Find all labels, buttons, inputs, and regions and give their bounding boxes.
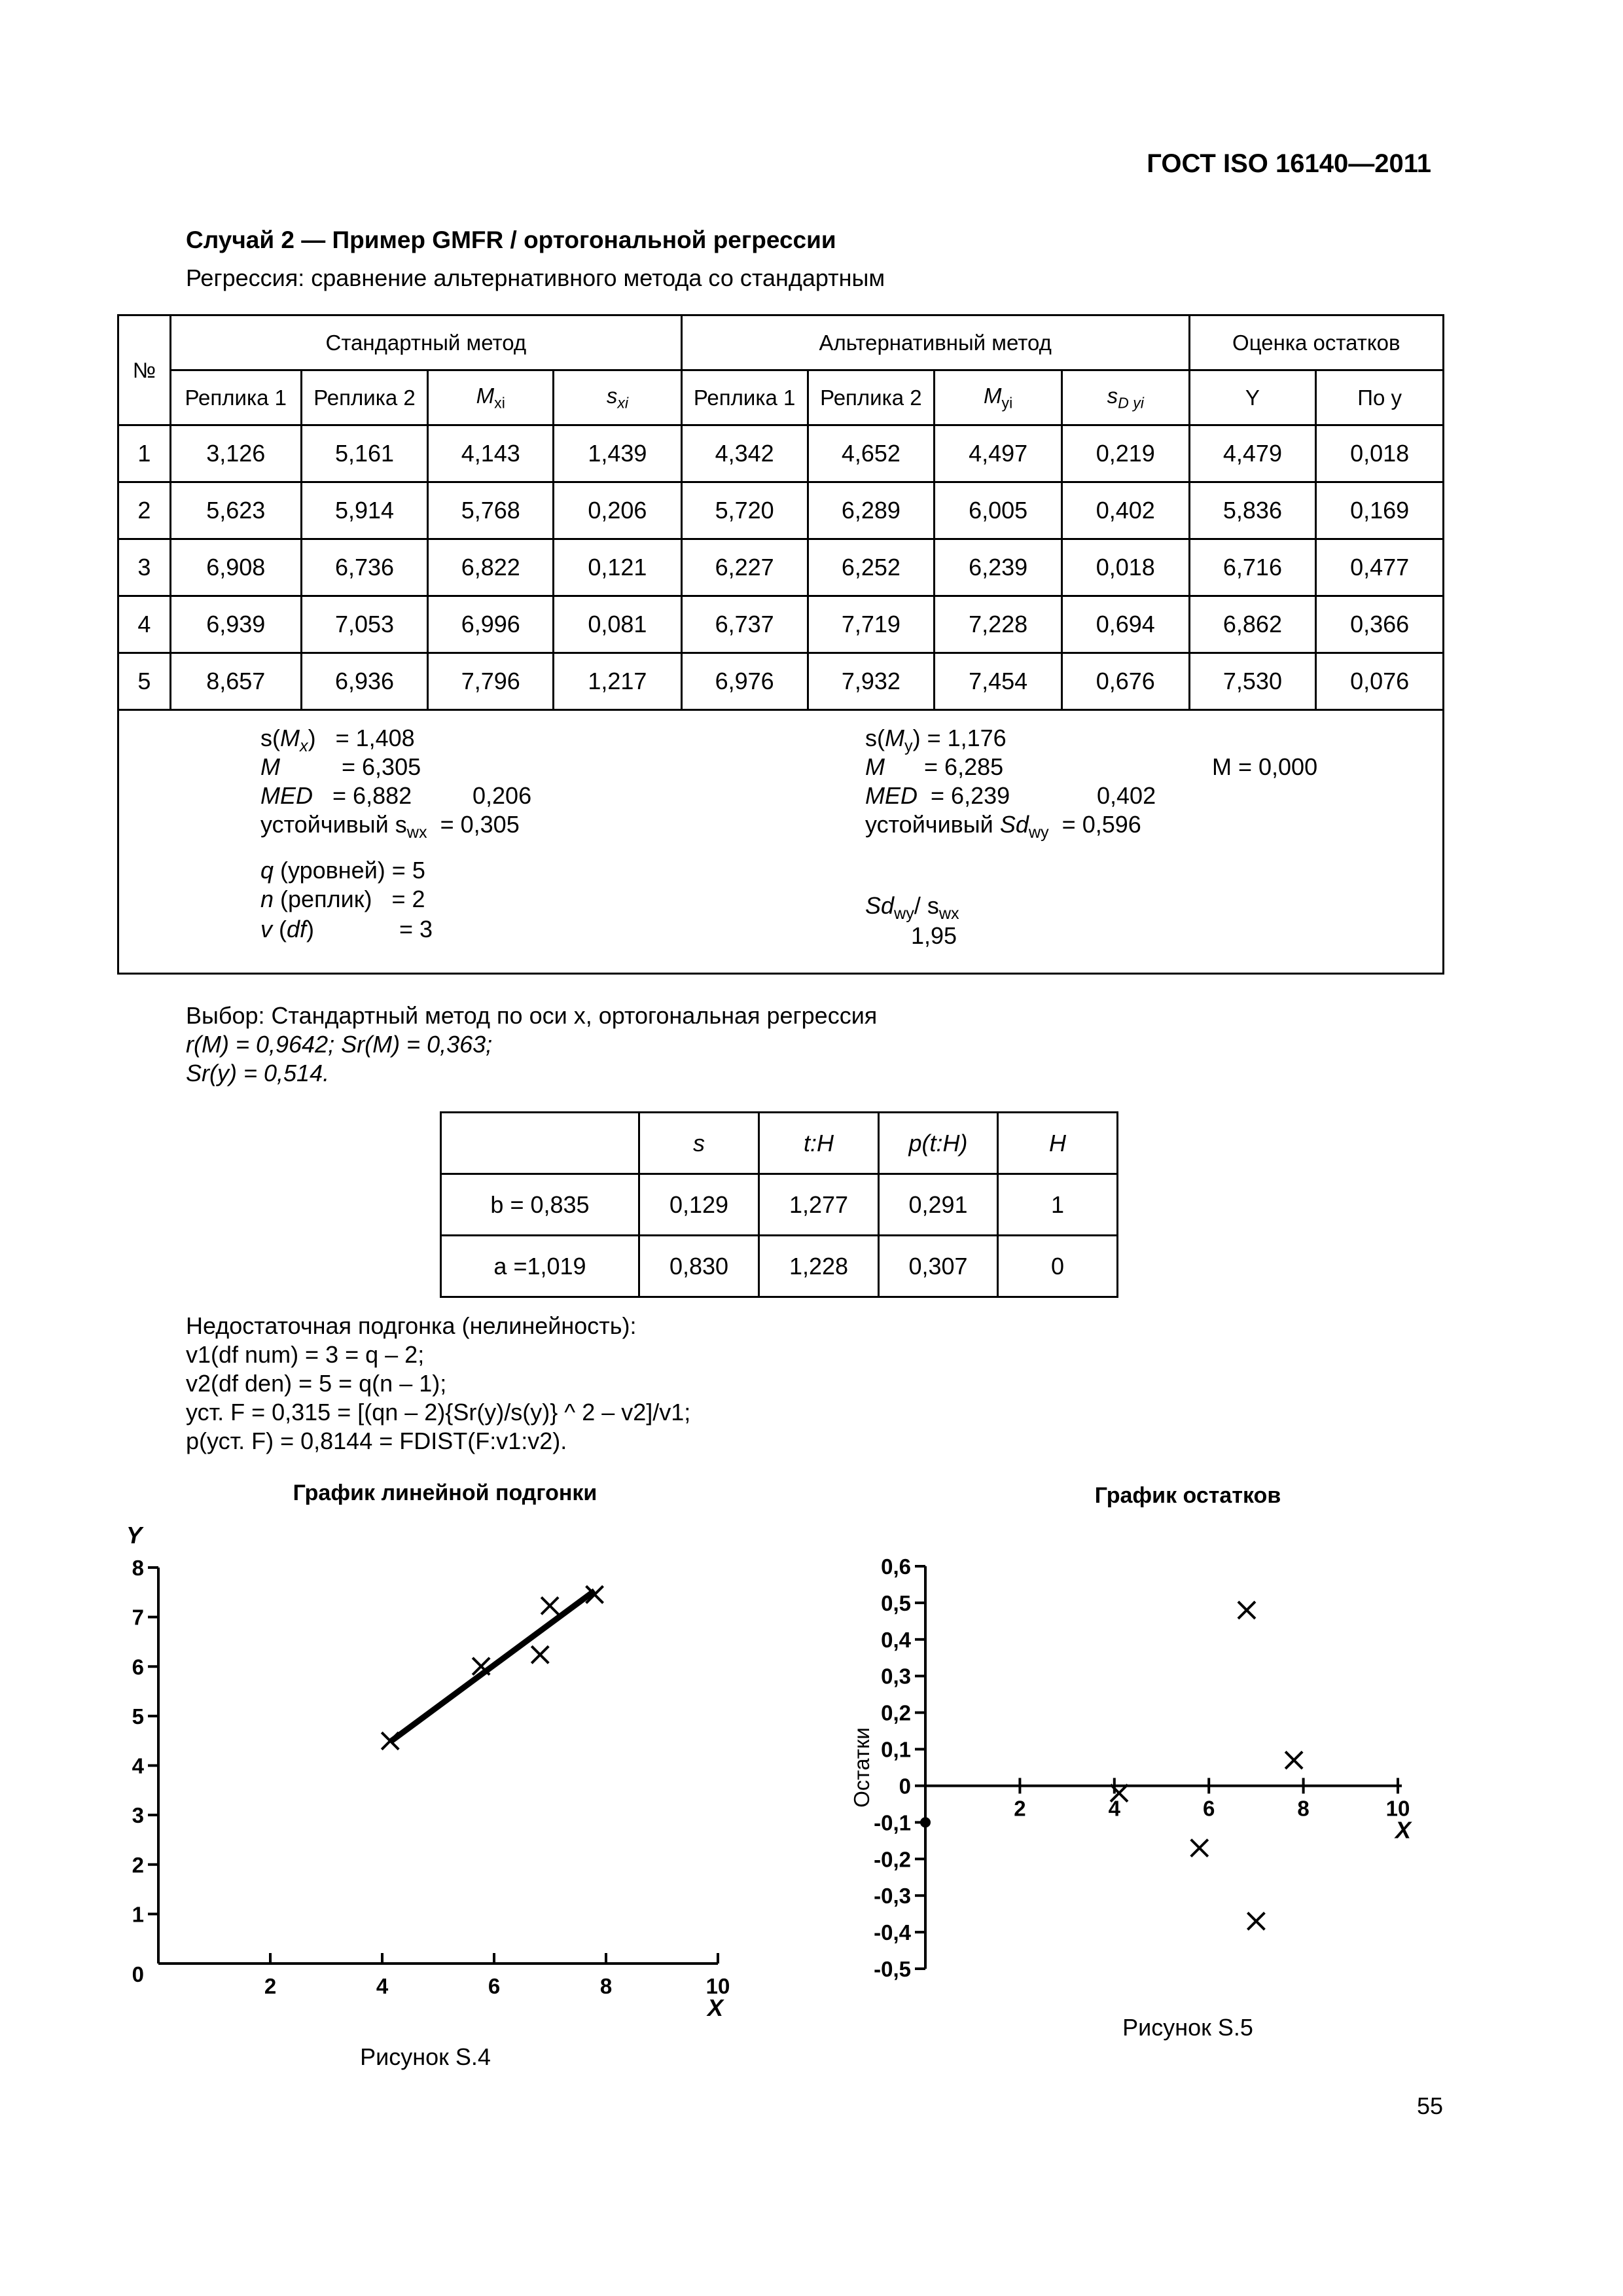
y-axis-label: Остатки — [849, 1727, 874, 1808]
data-point — [531, 1646, 548, 1663]
table-cell: 0,366 — [1316, 596, 1444, 653]
table-cell: 5,768 — [428, 482, 554, 539]
data-point — [541, 1597, 558, 1614]
table-cell: 6,939 — [170, 596, 301, 653]
summary-n: n (реплик) = 2 — [260, 886, 425, 912]
table-cell: 7,932 — [808, 653, 935, 710]
reg-table-row — [441, 1174, 1118, 1236]
lof-line-1: Недостаточная подгонка (нелинейность): — [186, 1312, 637, 1339]
reg-table-cell: 1 — [998, 1174, 1118, 1236]
y-tick-label: 0,4 — [881, 1627, 911, 1652]
summary-robust-y: устойчивый $Sd_{wy} = 0,596$ — [865, 811, 1141, 842]
reg-table-cell: 1,277 — [759, 1174, 879, 1236]
selection-line-3: Sr(y) = 0,514. — [186, 1060, 330, 1086]
summary-v: v (df) = 3 — [260, 916, 433, 942]
table-cell: 1,439 — [554, 425, 682, 482]
reg-header-H: H — [998, 1113, 1118, 1174]
table-cell: 0,219 — [1061, 425, 1189, 482]
summary-ratio-label: $Sd_{wy}/$ $s_{wx}$ — [865, 892, 959, 924]
selection-text — [186, 1001, 877, 1088]
table-cell: 0,121 — [554, 539, 682, 596]
summary-ratio-value: 1,95 — [911, 922, 957, 949]
fit-line — [390, 1591, 594, 1742]
linear-fit-chart — [0, 1460, 785, 2075]
header-sx: $s_{xi}$ — [554, 370, 682, 425]
table-cell: 7,530 — [1189, 653, 1316, 710]
table-row — [118, 482, 1444, 539]
header-po-y: По y — [1316, 370, 1444, 425]
lack-of-fit-text — [186, 1312, 690, 1456]
x-axis-label: X — [1395, 1816, 1412, 1844]
y-tick-label: 0,3 — [881, 1664, 911, 1689]
table-cell: 5,623 — [170, 482, 301, 539]
table-cell: 6,976 — [681, 653, 808, 710]
lof-line-2: v1(df num) = 3 = q – 2; — [186, 1341, 425, 1368]
table-cell: 6,005 — [935, 482, 1062, 539]
y-tick-label: -0,1 — [874, 1810, 911, 1835]
y-tick-label: -0,2 — [874, 1847, 911, 1872]
table-cell: 4,652 — [808, 425, 935, 482]
table-cell: 0,081 — [554, 596, 682, 653]
header-alternative-method: Альтернативный метод — [681, 315, 1189, 370]
table-cell: 6,289 — [808, 482, 935, 539]
residuals-chart — [812, 1460, 1518, 2075]
y-axis-label: Y — [126, 1522, 143, 1549]
table-cell: 4,143 — [428, 425, 554, 482]
selection-line-1: Выбор: Стандартный метод по оси x, ортогональная регрессия — [186, 1002, 878, 1029]
lof-line-4: уст. F = 0,315 = [(qn – 2){Sr(y)/s(y)} ^ 2 – v2]/v1; — [186, 1399, 691, 1426]
table-cell: 6,737 — [681, 596, 808, 653]
figure-caption: Рисунок S.4 — [360, 2043, 491, 2070]
data-point — [1247, 1912, 1264, 1929]
table-row — [118, 653, 1444, 710]
x-tick-label: 2 — [1014, 1796, 1026, 1821]
table-cell: 6,822 — [428, 539, 554, 596]
header-y: Y — [1189, 370, 1316, 425]
table-row — [118, 596, 1444, 653]
chart-title: График остатков — [1094, 1483, 1281, 1508]
table-cell: 6,252 — [808, 539, 935, 596]
table-cell: 7,454 — [935, 653, 1062, 710]
header-std-rep1: Реплика 1 — [170, 370, 301, 425]
table-cell: 2 — [118, 482, 171, 539]
origin-marker — [920, 1817, 931, 1827]
table-cell: 3,126 — [170, 425, 301, 482]
x-tick-label: 6 — [1203, 1796, 1215, 1821]
x-tick-label: 8 — [599, 1974, 613, 1998]
y-tick-label: -0,3 — [874, 1884, 911, 1909]
table-cell: 7,053 — [301, 596, 428, 653]
main-data-table — [117, 314, 1444, 975]
summary-medy: MED = 6,239 — [865, 782, 1010, 809]
table-cell: 5,836 — [1189, 482, 1316, 539]
y-tick-label: 0,6 — [881, 1554, 911, 1579]
table-cell: 5 — [118, 653, 171, 710]
y-tick-label: -0,4 — [874, 1920, 911, 1945]
y-tick-label: 6 — [132, 1655, 144, 1679]
table-cell: 1,217 — [554, 653, 682, 710]
y-tick-label: 0,2 — [881, 1700, 911, 1725]
table-cell: 6,227 — [681, 539, 808, 596]
table-cell: 6,936 — [301, 653, 428, 710]
reg-table-cell: 0 — [998, 1236, 1118, 1297]
reg-table-cell: 0,307 — [879, 1236, 998, 1297]
table-cell: 0,018 — [1061, 539, 1189, 596]
table-cell: 7,796 — [428, 653, 554, 710]
lof-line-5: p(уст. F) = 0,8144 = FDIST(F:v1:v2). — [186, 1427, 567, 1454]
y-tick-label: 8 — [132, 1556, 144, 1580]
header-standard-method: Стандартный метод — [170, 315, 681, 370]
reg-table-cell: a =1,019 — [441, 1236, 639, 1297]
chart-title: График линейной подгонки — [293, 1480, 597, 1505]
reg-table-cell: 1,228 — [759, 1236, 879, 1297]
table-cell: 4,479 — [1189, 425, 1316, 482]
summary-mx: M = 6,305 — [260, 753, 421, 780]
table-cell: 0,169 — [1316, 482, 1444, 539]
y-tick-label: 0,5 — [881, 1590, 911, 1615]
reg-header-ptH: p(t:H) — [879, 1113, 998, 1174]
table-cell: 5,161 — [301, 425, 428, 482]
table-cell: 6,239 — [935, 539, 1062, 596]
table-cell: 0,402 — [1061, 482, 1189, 539]
header-alt-rep2: Реплика 2 — [808, 370, 935, 425]
y-tick-label: 3 — [132, 1803, 144, 1828]
header-residuals: Оценка остатков — [1189, 315, 1443, 370]
x-tick-label: 4 — [376, 1974, 389, 1998]
summary-smx: $s(M_x) = 1,408$ — [260, 725, 415, 756]
reg-table-row — [441, 1236, 1118, 1297]
y-tick-label: 4 — [132, 1753, 144, 1778]
table-cell: 5,914 — [301, 482, 428, 539]
table-cell: 0,076 — [1316, 653, 1444, 710]
summary-m-resid: M = 0,000 — [1212, 753, 1318, 780]
table-row — [118, 539, 1444, 596]
lof-line-3: v2(df den) = 5 = q(n – 1); — [186, 1370, 447, 1397]
summary-medx: MED = 6,882 — [260, 782, 412, 809]
table-cell: 7,228 — [935, 596, 1062, 653]
regression-table — [440, 1111, 1118, 1298]
header-sdy: $s_{D yi}$ — [1061, 370, 1189, 425]
table-cell: 1 — [118, 425, 171, 482]
x-tick-label: 10 — [705, 1974, 730, 1998]
header-std-rep2: Реплика 2 — [301, 370, 428, 425]
header-no: № — [118, 315, 171, 425]
x-tick-label: 6 — [488, 1974, 501, 1998]
summary-medy-extra: 0,402 — [1097, 782, 1156, 809]
table-cell: 3 — [118, 539, 171, 596]
header-mx: $M_{xi}$ — [428, 370, 554, 425]
table-cell: 6,736 — [301, 539, 428, 596]
table-cell: 6,996 — [428, 596, 554, 653]
y-tick-label: 0 — [132, 1962, 144, 1986]
table-cell: 5,720 — [681, 482, 808, 539]
y-tick-label: 0,1 — [881, 1737, 911, 1762]
table-cell: 4,342 — [681, 425, 808, 482]
summary-cell — [118, 710, 1444, 974]
table-cell: 0,694 — [1061, 596, 1189, 653]
summary-my: M = 6,285 — [865, 753, 1004, 780]
summary-q: q (уровней) = 5 — [260, 857, 425, 884]
table-cell: 6,716 — [1189, 539, 1316, 596]
table-cell: 4,497 — [935, 425, 1062, 482]
y-tick-label: 5 — [132, 1704, 144, 1729]
reg-table-cell: 0,291 — [879, 1174, 998, 1236]
header-my: $M_{yi}$ — [935, 370, 1062, 425]
reg-header-empty — [441, 1113, 639, 1174]
header-alt-rep1: Реплика 1 — [681, 370, 808, 425]
x-tick-label: 10 — [1385, 1796, 1410, 1821]
table-cell: 8,657 — [170, 653, 301, 710]
document-number: ГОСТ ISO 16140—2011 — [1147, 149, 1431, 178]
reg-table-cell: 0,129 — [639, 1174, 759, 1236]
table-cell: 0,477 — [1316, 539, 1444, 596]
table-cell: 6,862 — [1189, 596, 1316, 653]
summary-smy: $s(M_y) = 1,176$ — [865, 725, 1007, 756]
y-tick-label: -0,5 — [874, 1957, 911, 1981]
page-number: 55 — [1416, 2092, 1443, 2119]
table-cell: 4 — [118, 596, 171, 653]
x-tick-label: 4 — [1108, 1796, 1120, 1821]
summary-robust-x: устойчивый $s_{wx} = 0,305$ — [260, 811, 520, 842]
reg-table-cell: b = 0,835 — [441, 1174, 639, 1236]
data-point — [1285, 1751, 1302, 1768]
y-tick-label: 7 — [132, 1605, 144, 1630]
y-tick-label: 2 — [132, 1852, 144, 1877]
table-cell: 0,018 — [1316, 425, 1444, 482]
x-tick-label: 8 — [1297, 1796, 1310, 1821]
case-title: Случай 2 — Пример GMFR / ортогональной регрессии — [186, 226, 836, 253]
reg-header-s: s — [639, 1113, 759, 1174]
x-axis-label: X — [707, 1994, 724, 2021]
reg-header-tH: t:H — [759, 1113, 879, 1174]
x-tick-label: 2 — [264, 1974, 277, 1998]
y-tick-label: 1 — [132, 1902, 144, 1927]
selection-line-2: r(M) = 0,9642; Sr(M) = 0,363; — [186, 1031, 493, 1058]
table-cell: 7,719 — [808, 596, 935, 653]
data-point — [1191, 1840, 1208, 1857]
case-subtitle: Регрессия: сравнение альтернативного метода со стандартным — [186, 264, 885, 291]
table-cell: 0,676 — [1061, 653, 1189, 710]
table-cell: 0,206 — [554, 482, 682, 539]
reg-table-cell: 0,830 — [639, 1236, 759, 1297]
y-tick-label: 0 — [899, 1774, 911, 1799]
summary-medx-extra: 0,206 — [473, 782, 532, 809]
data-point — [1238, 1602, 1255, 1619]
table-cell: 6,908 — [170, 539, 301, 596]
figure-caption: Рисунок S.5 — [1122, 2014, 1253, 2041]
table-row — [118, 425, 1444, 482]
